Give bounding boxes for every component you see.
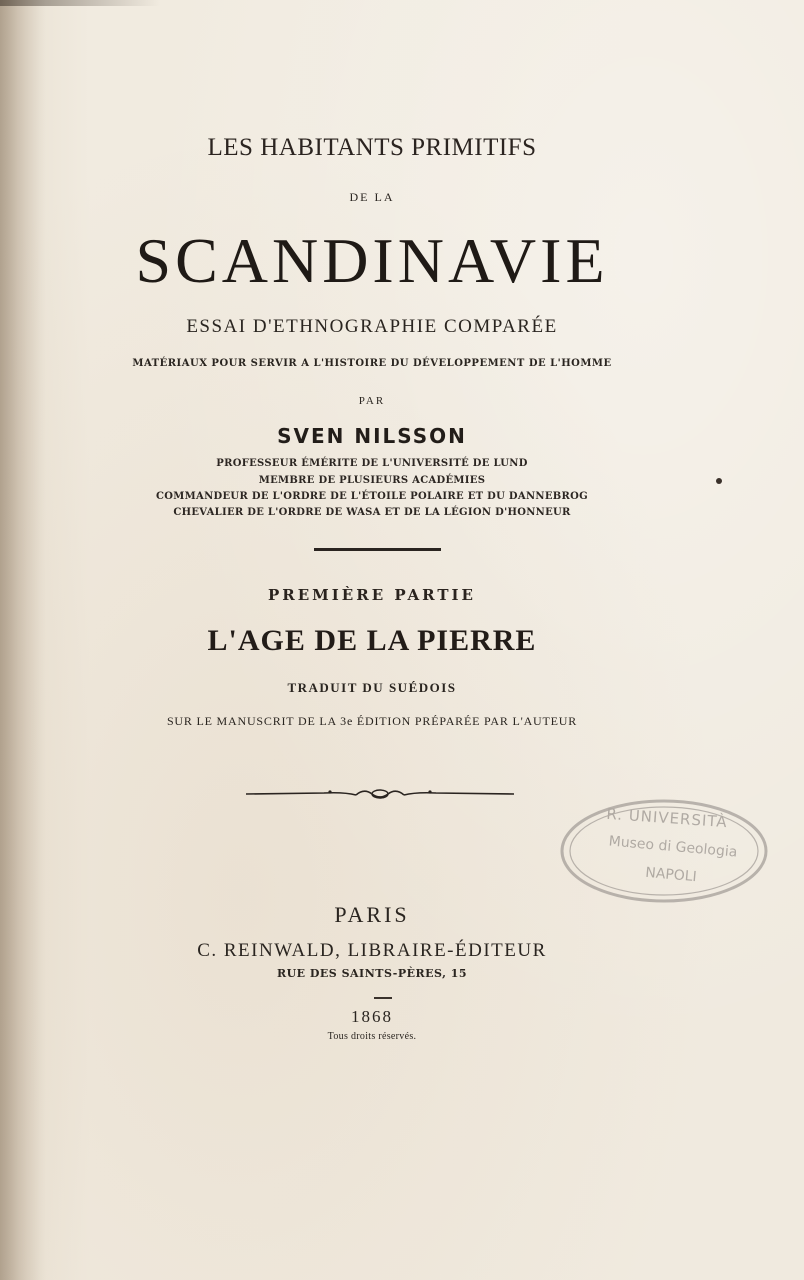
publisher: C. REINWALD, LIBRAIRE-ÉDITEUR	[197, 940, 547, 961]
page-top-edge	[0, 0, 160, 6]
author-credential: PROFESSEUR ÉMÉRITE DE L'UNIVERSITÉ DE LUND	[216, 458, 528, 469]
stamp-line-2: Museo di Geologia	[608, 833, 738, 861]
main-title: SCANDINAVIE	[135, 225, 609, 296]
publication-year: 1868	[351, 1007, 393, 1026]
translation-note: TRADUIT DU SUÉDOIS	[287, 680, 457, 695]
author-credential: CHEVALIER DE L'ORDRE DE WASA ET DE LA LÉGION D'HONNEUR	[173, 507, 571, 518]
author-name: SVEN NILSSON	[277, 424, 467, 448]
subtitle: ESSAI D'ETHNOGRAPHIE COMPARÉE	[186, 316, 558, 337]
of-the-label: DE LA	[349, 190, 395, 204]
section-rule	[314, 548, 441, 551]
library-stamp-icon	[558, 795, 770, 907]
publication-place: PARIS	[334, 902, 410, 927]
sub-subtitle: MATÉRIAUX POUR SERVIR A L'HISTOIRE DU DÉVELOPPEMENT DE L'HOMME	[132, 358, 612, 369]
by-label: PAR	[358, 395, 386, 407]
part-title: L'AGE DE LA PIERRE	[207, 624, 537, 657]
rights-notice: Tous droits réservés.	[327, 1031, 417, 1042]
author-credential: COMMANDEUR DE L'ORDRE DE L'ÉTOILE POLAIRE ET DU DANNEBROG	[156, 491, 588, 502]
year-rule	[374, 997, 392, 999]
stamp-line-3: NAPOLI	[644, 864, 698, 886]
manuscript-note: SUR LE MANUSCRIT DE LA 3e ÉDITION PRÉPARÉE PAR L'AUTEUR	[166, 714, 578, 728]
author-credential: MEMBRE DE PLUSIEURS ACADÉMIES	[258, 475, 486, 486]
series-title: LES HABITANTS PRIMITIFS	[207, 134, 537, 161]
ornamental-divider-icon	[244, 782, 516, 806]
ink-speck	[716, 478, 722, 484]
part-label: PREMIÈRE PARTIE	[268, 586, 476, 604]
stamp-line-1: R. UNIVERSITÀ	[605, 804, 729, 832]
publisher-address: RUE DES SAINTS-PÈRES, 15	[276, 967, 468, 980]
